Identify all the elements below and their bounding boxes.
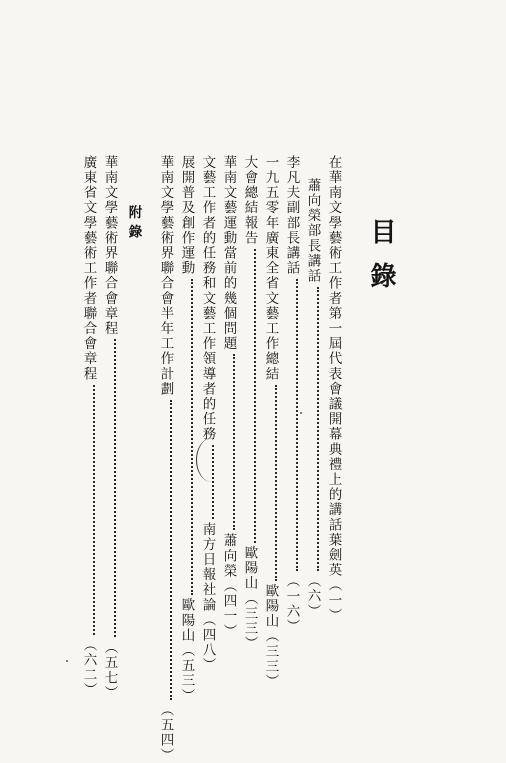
toc-entry [158, 155, 172, 763]
leader-dots [230, 354, 235, 530]
toc-entry [284, 155, 298, 634]
entry-page: （一六） [283, 573, 300, 635]
appendix-entry [102, 155, 116, 701]
handwritten-bracket-mark [196, 438, 227, 482]
toc-entry [242, 155, 256, 651]
entry-title: 在華南文學藝術工作者第一屆代表會議開幕典禮上的講話 [325, 155, 342, 533]
entry-title: 華南文學藝術界聯合會半年工作計劃 [157, 155, 174, 397]
leader-dots [188, 279, 193, 595]
entry-page: （一） [325, 577, 342, 624]
leader-dots [90, 385, 95, 635]
entry-page: （五四） [157, 702, 174, 763]
entry-page: （四八） [199, 612, 216, 673]
leader-dots [272, 385, 277, 581]
entry-title: 李凡夫副部長講話 [283, 155, 300, 276]
entry-author: 歐陽山 [262, 583, 279, 629]
entry-page: （五三） [178, 643, 195, 704]
toc-entry [179, 155, 193, 704]
entry-title: 蕭向榮部長講話 [304, 178, 321, 284]
print-speck [300, 412, 302, 414]
entry-title: 廣東省文學藝術工作者聯合會章程 [80, 155, 97, 382]
appendix-entry [81, 155, 95, 698]
entry-author: 南方日報社論 [199, 521, 216, 613]
entry-title: 文藝工作者的任務和文藝工作領導者的任務 [199, 155, 216, 442]
toc-entry [263, 155, 277, 689]
toc-entry [200, 155, 214, 673]
toc-title-char-2: 錄 [366, 262, 396, 288]
entry-title: 華南文藝運動當前的幾個問題 [220, 155, 237, 352]
entry-page: （四一） [220, 578, 237, 640]
entry-title: 展開普及創作運動 [178, 155, 195, 276]
entry-page: （五七） [101, 640, 118, 701]
toc-entry [305, 178, 319, 619]
leader-dots [111, 339, 116, 637]
leader-dots [251, 249, 256, 543]
leader-dots [167, 400, 172, 700]
toc-entry [326, 155, 340, 625]
leader-dots [314, 287, 319, 571]
appendix-heading: 附錄 [125, 205, 142, 244]
entry-author: 歐陽山 [241, 545, 258, 591]
toc-title-char-1: 目 [366, 218, 396, 244]
entry-title: 大會總結報告 [241, 155, 258, 246]
entry-author: 蕭向榮 [220, 533, 237, 579]
entry-page: （六） [304, 573, 321, 620]
entry-author: 葉劍英 [325, 532, 342, 578]
entry-author: 歐陽山 [178, 597, 195, 644]
print-speck [66, 660, 68, 662]
entry-page: （三三） [241, 590, 258, 652]
leader-dots [293, 279, 298, 571]
toc-entry [221, 155, 235, 639]
entry-page: （六二） [80, 637, 97, 698]
entry-page: （三三） [262, 628, 279, 690]
entry-title: 一九五零年廣東全省文藝工作總結 [262, 155, 279, 382]
entry-title: 華南文學藝術界聯合會章程 [101, 155, 118, 337]
